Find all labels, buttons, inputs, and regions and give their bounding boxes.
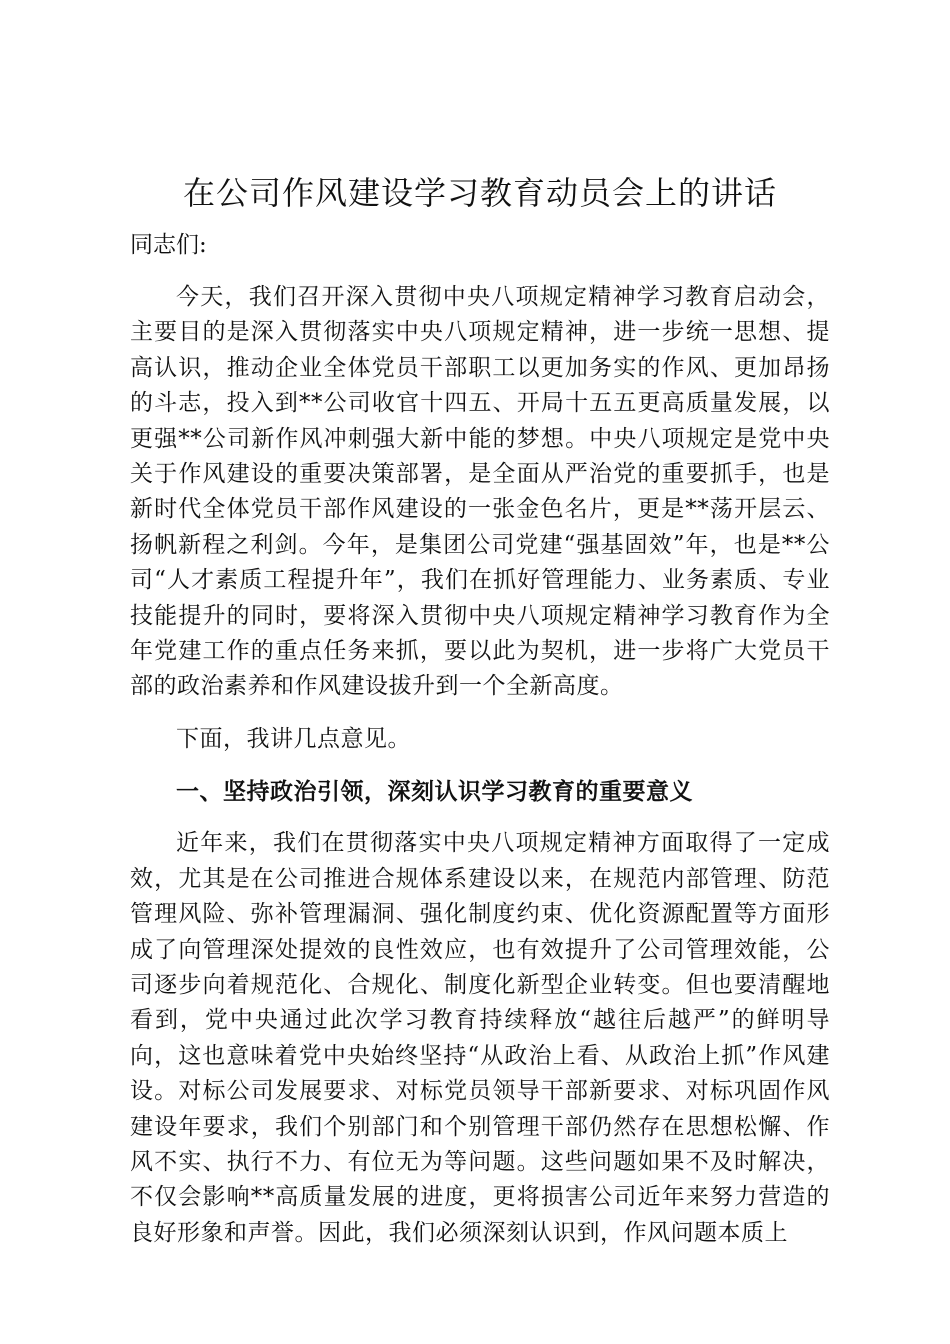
document-body xyxy=(130,168,830,1251)
salutation: 同志们: xyxy=(130,232,207,258)
paragraph-opening: 今天，我们召开深入贯彻中央八项规定精神学习教育启动会，主要目的是深入贯彻落实中央八项规定精神，进一步统一思想、提高认识，推动企业全体党员干部职工以更加务实的作风、更加昂扬的斗志，投入到**公司收官十四五、开局十五五更高质量发展，以更强**公司新作风冲刺强大新中能的梦想。中央八项规定是党中央关于作风建设的重要决策部署，是全面从严治党的重要抓手，也是新时代全体党员干部作风建设的一张金色名片，更是**荡开层云、扬帆新程之利剑。今年，是集团公司党建“强基固效”年，也是**公司“人才素质工程提升年”，我们在抓好管理能力、业务素质、专业技能提升的同时，要将深入贯彻中央八项规定精神学习教育作为全年党建工作的重点任务来抓，要以此为契机，进一步将广大党员干部的政治素养和作风建设拔升到一个全新高度。 xyxy=(130,284,830,700)
paragraph-transition: 下面，我讲几点意见。 xyxy=(176,725,411,752)
paragraph-section-1: 近年来，我们在贯彻落实中央八项规定精神方面取得了一定成效，尤其是在公司推进合规体系建设以来，在规范内部管理、防范管理风险、弥补管理漏洞、强化制度约束、优化资源配置等方面形成了向管理深处提效的良性效应，也有效提升了公司管理效能，公司逐步向着规范化、合规化、制度化新型企业转变。但也要清醒地看到，党中央通过此次学习教育持续释放“越往后越严”的鲜明导向，这也意味着党中央始终坚持“从政治上看、从政治上抓”作风建设。对标公司发展要求、对标党员领导干部新要求、对标巩固作风建设年要求，我们个别部门和个别管理干部仍然存在思想松懈、作风不实、执行不力、有位无为等问题。这些问题如果不及时解决，不仅会影响**高质量发展的进度，更将损害公司近年来努力营造的良好形象和声誉。因此，我们必须深刻认识到，作风问题本质上 xyxy=(130,830,830,1246)
section-heading-1: 一、坚持政治引领，深刻认识学习教育的重要意义 xyxy=(176,778,693,806)
document-title: 在公司作风建设学习教育动员会上的讲话 xyxy=(182,174,777,212)
